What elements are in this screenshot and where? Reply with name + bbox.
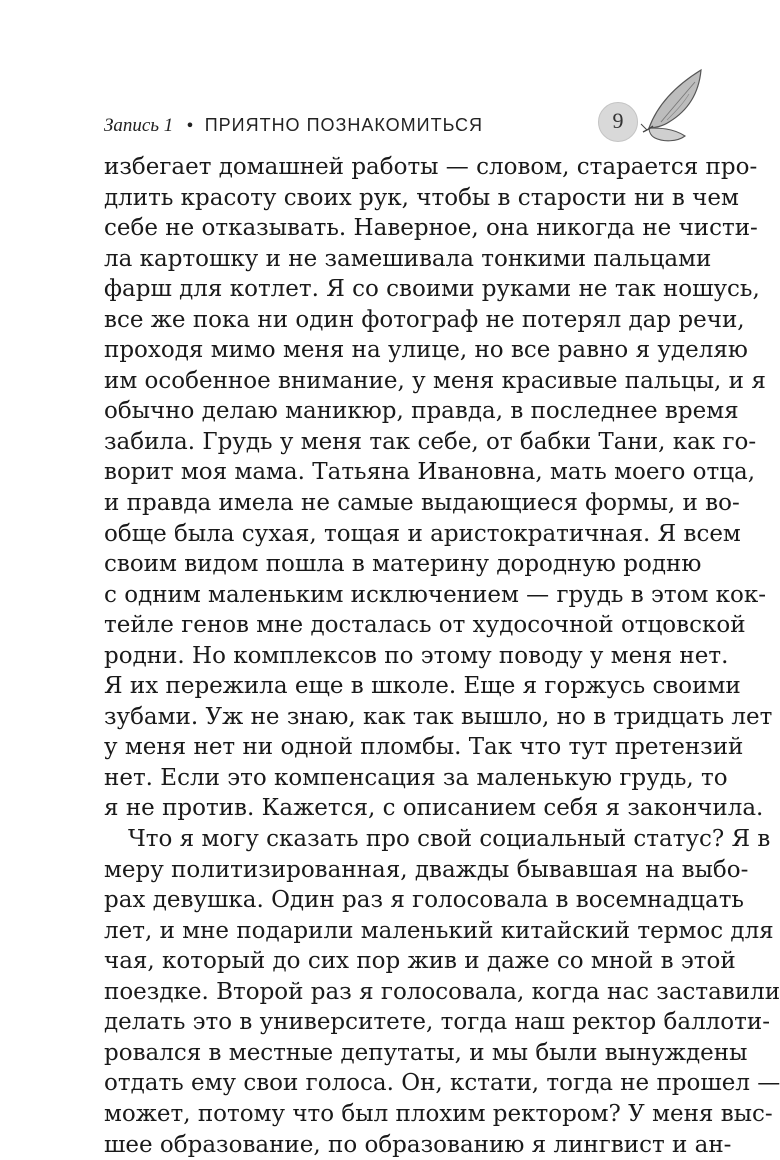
entry-label: Запись 1 <box>104 115 173 136</box>
text-line: рах девушка. Один раз я голосовала в восемнадцать <box>104 885 660 916</box>
text-line: своим видом пошла в материну дородную родню <box>104 549 660 580</box>
running-header <box>104 110 644 140</box>
text-line: все же пока ни один фотограф не потерял дар речи, <box>104 305 660 336</box>
page-number-badge <box>598 102 638 142</box>
page-number: 9 <box>598 108 638 134</box>
text-line: нет. Если это компенсация за маленькую грудь, то <box>104 763 660 794</box>
running-head <box>104 114 483 137</box>
text-line: себе не отказывать. Наверное, она никогда не чисти- <box>104 213 660 244</box>
bullet-separator: • <box>185 115 194 137</box>
text-line-paragraph-start: Что я могу сказать про свой социальный статус? Я в <box>104 824 660 855</box>
text-line: с одним маленьким исключением — грудь в этом кок- <box>104 580 660 611</box>
text-line: может, потому что был плохим ректором? У меня выс- <box>104 1099 660 1130</box>
text-line: у меня нет ни одной пломбы. Так что тут претензий <box>104 732 660 763</box>
text-line: избегает домашней работы — словом, старается про- <box>104 152 660 183</box>
text-line: ровался в местные депутаты, и мы были вынуждены <box>104 1038 660 1069</box>
text-line: ла картошку и не замешивала тонкими пальцами <box>104 244 660 275</box>
text-line: проходя мимо меня на улице, но все равно я уделяю <box>104 335 660 366</box>
text-line: обще была сухая, тощая и аристократичная. Я всем <box>104 519 660 550</box>
text-line: чая, который до сих пор жив и даже со мной в этой <box>104 946 660 977</box>
text-line: делать это в университете, тогда наш ректор баллоти- <box>104 1007 660 1038</box>
text-line: им особенное внимание, у меня красивые пальцы, и я <box>104 366 660 397</box>
text-line: ворит моя мама. Татьяна Ивановна, мать моего отца, <box>104 457 660 488</box>
text-line: фарш для котлет. Я со своими руками не так ношусь, <box>104 274 660 305</box>
text-line: поездке. Второй раз я голосовала, когда нас заставили <box>104 977 660 1008</box>
text-line: отдать ему свои голоса. Он, кстати, тогда не прошел — <box>104 1068 660 1099</box>
text-line: зубами. Уж не знаю, как так вышло, но в тридцать лет <box>104 702 660 733</box>
text-line: родни. Но комплексов по этому поводу у меня нет. <box>104 641 660 672</box>
text-line: тейле генов мне досталась от худосочной отцовской <box>104 610 660 641</box>
text-line: и правда имела не самые выдающиеся формы, и во- <box>104 488 660 519</box>
text-line: обычно делаю маникюр, правда, в последнее время <box>104 396 660 427</box>
butterfly-icon <box>639 66 709 146</box>
text-line: длить красоту своих рук, чтобы в старости ни в чем <box>104 183 660 214</box>
chapter-title: ПРИЯТНО ПОЗНАКОМИТЬСЯ <box>205 115 483 135</box>
text-line: лет, и мне подарили маленький китайский термос для <box>104 916 660 947</box>
body-text <box>104 152 660 1160</box>
text-line: Я их пережила еще в школе. Еще я горжусь своими <box>104 671 660 702</box>
text-line: меру политизированная, дважды бывавшая на выбо- <box>104 855 660 886</box>
text-line: шее образование, по образованию я лингвист и ан- <box>104 1130 660 1160</box>
text-line-paragraph-end: я не против. Кажется, с описанием себя я закончила. <box>104 793 660 824</box>
text-line: забила. Грудь у меня так себе, от бабки Тани, как го- <box>104 427 660 458</box>
